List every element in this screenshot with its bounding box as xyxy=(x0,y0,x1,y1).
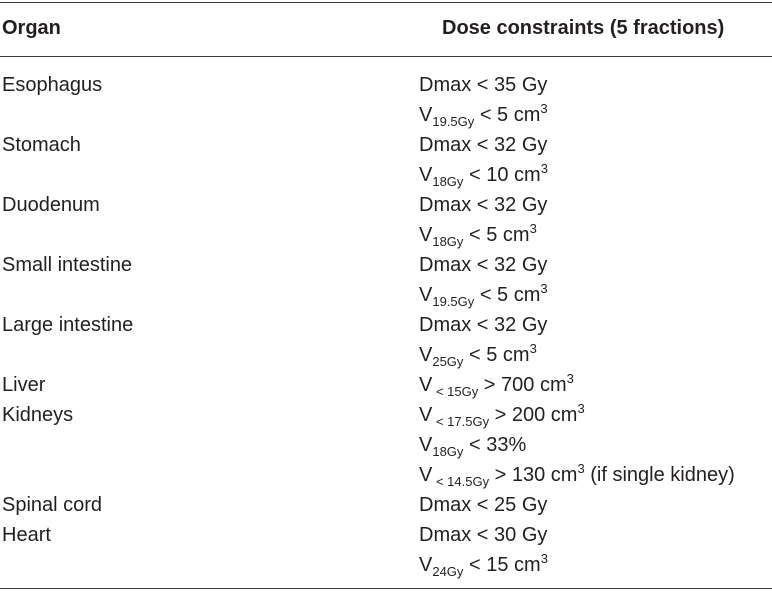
dose-text-sub: 19.5Gy xyxy=(432,294,475,309)
dose-constraint-cell xyxy=(419,310,547,342)
organ-cell: Spinal cord xyxy=(2,494,103,516)
table-row xyxy=(0,250,772,280)
table-row xyxy=(0,490,772,520)
table-row xyxy=(0,400,772,430)
column-header-dose-constraints: Dose constraints (5 fractions) xyxy=(442,17,725,39)
table-header-rule xyxy=(0,56,772,57)
dose-text-sub: 24Gy xyxy=(432,564,464,579)
organ-cell: Kidneys xyxy=(2,404,74,426)
dose-constraint-cell xyxy=(419,250,547,282)
dose-text-mid: > 200 cm xyxy=(489,404,578,426)
table-row xyxy=(0,370,772,400)
dose-text-pre: V xyxy=(419,554,433,576)
dose-text-mid: < 33% xyxy=(463,434,527,456)
dose-constraint-cell xyxy=(419,340,537,372)
table-row xyxy=(0,550,772,580)
dose-text-pre: V xyxy=(419,284,433,306)
dose-text-pre: Dmax < 30 Gy xyxy=(419,524,548,546)
dose-text-sup: 3 xyxy=(529,341,537,356)
dose-constraint-cell xyxy=(419,550,548,582)
dose-text-pre: Dmax < 32 Gy xyxy=(419,254,548,276)
dose-text-sub: 19.5Gy xyxy=(432,114,475,129)
table-row xyxy=(0,160,772,190)
dose-text-pre: Dmax < 32 Gy xyxy=(419,134,548,156)
organ-cell: Heart xyxy=(2,524,51,546)
dose-text-mid: < 5 cm xyxy=(463,224,530,246)
dose-constraint-cell xyxy=(419,70,547,102)
organ-cell: Esophagus xyxy=(2,74,103,96)
table-row xyxy=(0,520,772,550)
dose-text-pre: V xyxy=(419,464,433,486)
dose-text-mid: > 130 cm xyxy=(489,464,578,486)
dose-constraint-cell xyxy=(419,520,547,552)
dose-text-sup: 3 xyxy=(577,461,585,476)
dose-text-mid: > 700 cm xyxy=(478,374,567,396)
dose-constraint-cell xyxy=(419,400,585,432)
dose-text-mid: < 5 cm xyxy=(463,344,530,366)
dose-constraint-cell xyxy=(419,190,547,222)
dose-constraint-cell xyxy=(419,160,548,192)
dose-text-sub: < 14.5Gy xyxy=(432,474,490,489)
dose-constraint-cell xyxy=(419,220,537,252)
dose-text-sup: 3 xyxy=(566,371,574,386)
organ-cell: Stomach xyxy=(2,134,81,156)
dose-text-sub: 18Gy xyxy=(432,444,464,459)
dose-text-sub: 18Gy xyxy=(432,174,464,189)
dose-text-pre: Dmax < 32 Gy xyxy=(419,314,548,336)
organ-cell: Large intestine xyxy=(2,314,134,336)
dose-text-sup: 3 xyxy=(540,281,548,296)
dose-constraint-cell xyxy=(419,280,548,312)
organ-cell: Duodenum xyxy=(2,194,100,216)
dose-text-pre: V xyxy=(419,434,433,456)
dose-text-mid: < 10 cm xyxy=(463,164,541,186)
table-top-rule xyxy=(0,2,772,3)
table-row xyxy=(0,280,772,310)
dose-text-sub: 25Gy xyxy=(432,354,464,369)
dose-text-pre: V xyxy=(419,104,433,126)
dose-constraint-cell xyxy=(419,430,526,462)
dose-text-sup: 3 xyxy=(529,221,537,236)
table-row xyxy=(0,220,772,250)
dose-text-mid: < 5 cm xyxy=(474,284,541,306)
table-row xyxy=(0,460,772,490)
organ-cell: Liver xyxy=(2,374,46,396)
table-body xyxy=(0,70,772,580)
dose-text-sub: < 15Gy xyxy=(432,384,479,399)
table-row xyxy=(0,190,772,220)
dose-text-pre: V xyxy=(419,374,433,396)
dose-text-post: (if single kidney) xyxy=(584,464,735,486)
dose-constraint-cell xyxy=(419,460,735,492)
dose-text-pre: V xyxy=(419,344,433,366)
table-row xyxy=(0,100,772,130)
dose-text-pre: V xyxy=(419,164,433,186)
dose-text-pre: V xyxy=(419,224,433,246)
column-header-organ: Organ xyxy=(2,17,61,39)
dose-text-sup: 3 xyxy=(540,101,548,116)
dose-text-mid: < 15 cm xyxy=(463,554,541,576)
table-row xyxy=(0,310,772,340)
dose-text-sup: 3 xyxy=(540,161,548,176)
table-row xyxy=(0,430,772,460)
dose-constraint-cell xyxy=(419,490,547,522)
table-bottom-rule xyxy=(0,588,772,589)
dose-text-sup: 3 xyxy=(577,401,585,416)
dose-text-sup: 3 xyxy=(540,551,548,566)
dose-text-sub: < 17.5Gy xyxy=(432,414,490,429)
dose-constraint-cell xyxy=(419,370,574,402)
dose-text-pre: Dmax < 25 Gy xyxy=(419,494,548,516)
dose-text-pre: V xyxy=(419,404,433,426)
dose-constraint-cell xyxy=(419,130,547,162)
table-row xyxy=(0,340,772,370)
dose-text-sub: 18Gy xyxy=(432,234,464,249)
organ-cell: Small intestine xyxy=(2,254,133,276)
dose-text-pre: Dmax < 35 Gy xyxy=(419,74,548,96)
dose-constraint-cell xyxy=(419,100,548,132)
dose-text-mid: < 5 cm xyxy=(474,104,541,126)
table-row xyxy=(0,130,772,160)
dose-text-pre: Dmax < 32 Gy xyxy=(419,194,548,216)
table-row xyxy=(0,70,772,100)
